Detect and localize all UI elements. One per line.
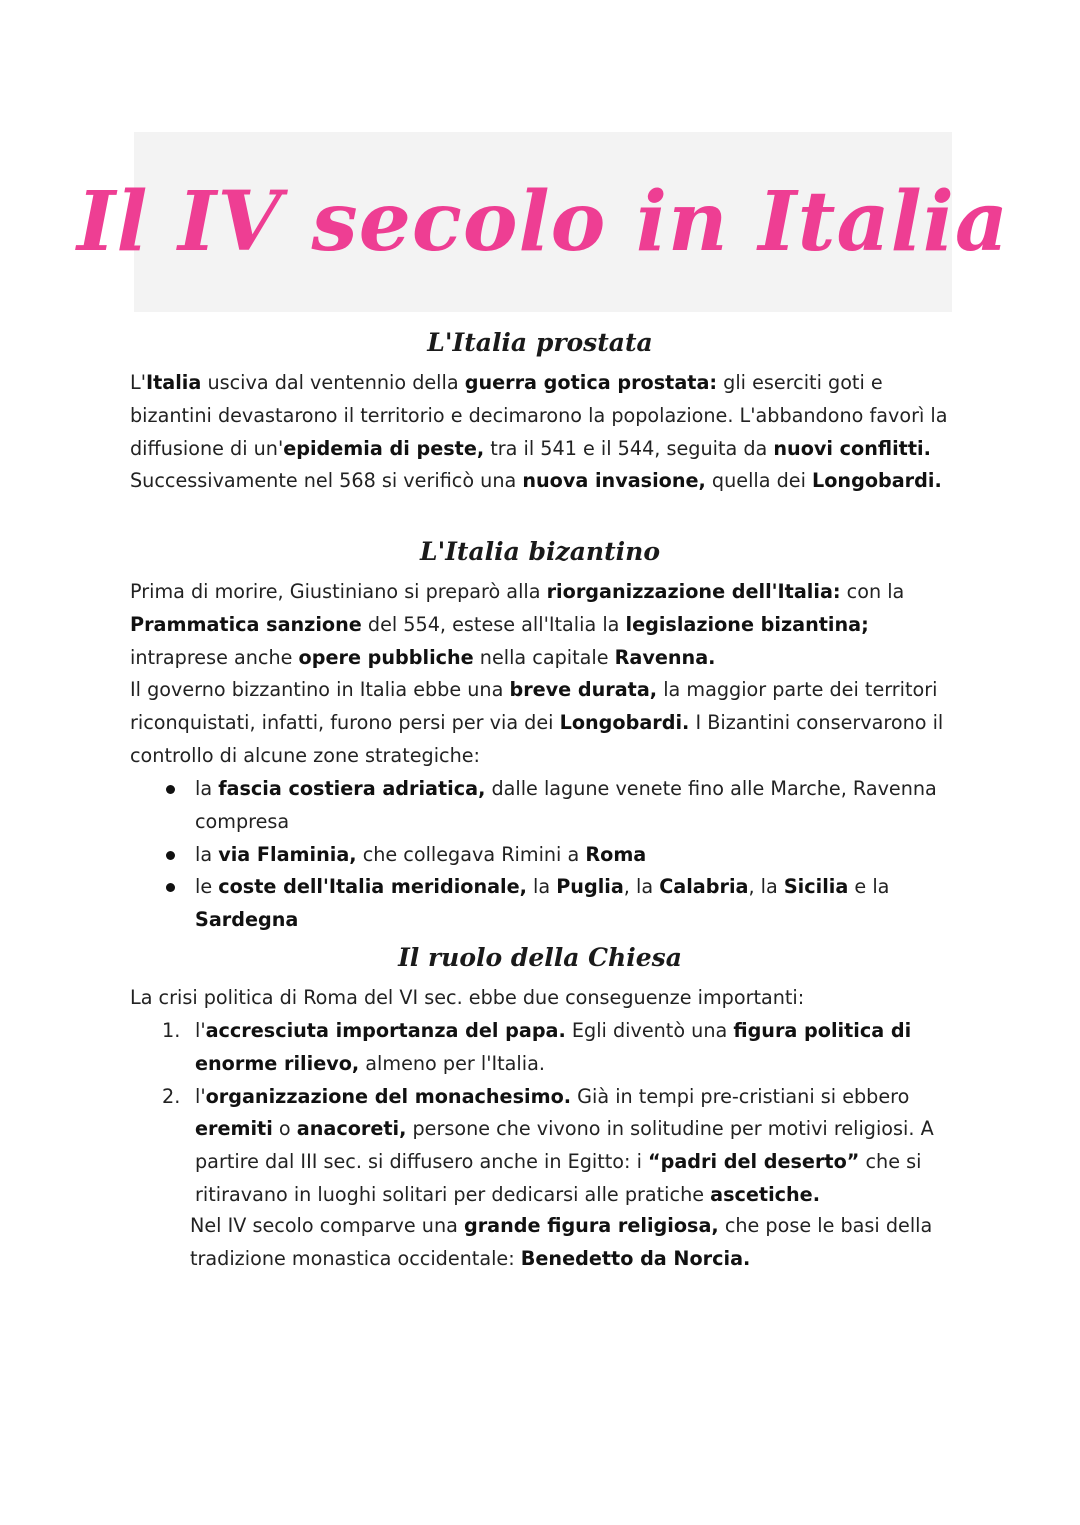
list-item: la fascia costiera adriatica, dalle lagune venete fino alle Marche, Ravenna compresa [130,773,960,839]
bullet-icon [166,851,175,860]
list-number: 1. [162,1019,181,1042]
paragraph-chiesa-closing: Nel IV secolo comparve una grande figura religiosa, che pose le basi della tradizione monastica occidentale: Benedetto da Norcia. [190,1214,933,1270]
paragraph-bizantino-2: Il governo bizzantino in Italia ebbe una breve durata, la maggior parte dei territori riconquistati, infatti, furono persi per via dei Longobardi. I Bizantini conservarono il controllo di alcune zone strategiche: [130,678,944,767]
paragraph-chiesa-intro: La crisi politica di Roma del VI sec. ebbe due conseguenze importanti: [130,986,805,1009]
title-banner [76,132,1010,312]
list-item: 2. l'organizzazione del monachesimo. Già in tempi pre-cristiani si ebbero eremiti o anacoreti, persone che vivono in solitudine per motivi religiosi. A partire dal III sec. si diffusero anche in Egitto: i “padri del deserto” che si ritiravano in luoghi solitari per dedicarsi alle pratiche ascetiche. [130,1081,960,1212]
strategic-zones-list [130,773,960,937]
section-heading-bizantino: L'Italia bizantino [419,537,660,566]
list-item: 1. l'accresciuta importanza del papa. Egli diventò una figura politica di enorme rilievo, almeno per l'Italia. [130,1015,960,1081]
list-item: le coste dell'Italia meridionale, la Puglia, la Calabria, la Sicilia e la Sardegna [130,871,960,937]
paragraph-prostata: L'Italia usciva dal ventennio della guerra gotica prostata: gli eserciti goti e bizantini devastarono il territorio e decimarono la popolazione. L'abbandono favorì la diffusione di un'epidemia di peste, tra il 541 e il 544, seguita da nuovi conflitti. Successivamente nel 568 si verificò una nuova invasione, quella dei Longobardi. [130,371,948,493]
bullet-icon [166,785,175,794]
consequences-list [130,1015,960,1212]
paragraph-bizantino-1: Prima di morire, Giustiniano si preparò alla riorganizzazione dell'Italia: con la Prammatica sanzione del 554, estese all'Italia la legislazione bizantina; intraprese anche opere pubbliche nella capitale Ravenna. [130,580,905,669]
list-item: la via Flaminia, che collegava Rimini a Roma [130,839,960,872]
list-number: 2. [162,1084,181,1108]
bullet-icon [166,883,175,892]
page-title: Il IV secolo in Italia [76,174,1010,270]
section-heading-chiesa: Il ruolo della Chiesa [398,943,682,972]
section-heading-prostata: L'Italia prostata [427,328,653,357]
